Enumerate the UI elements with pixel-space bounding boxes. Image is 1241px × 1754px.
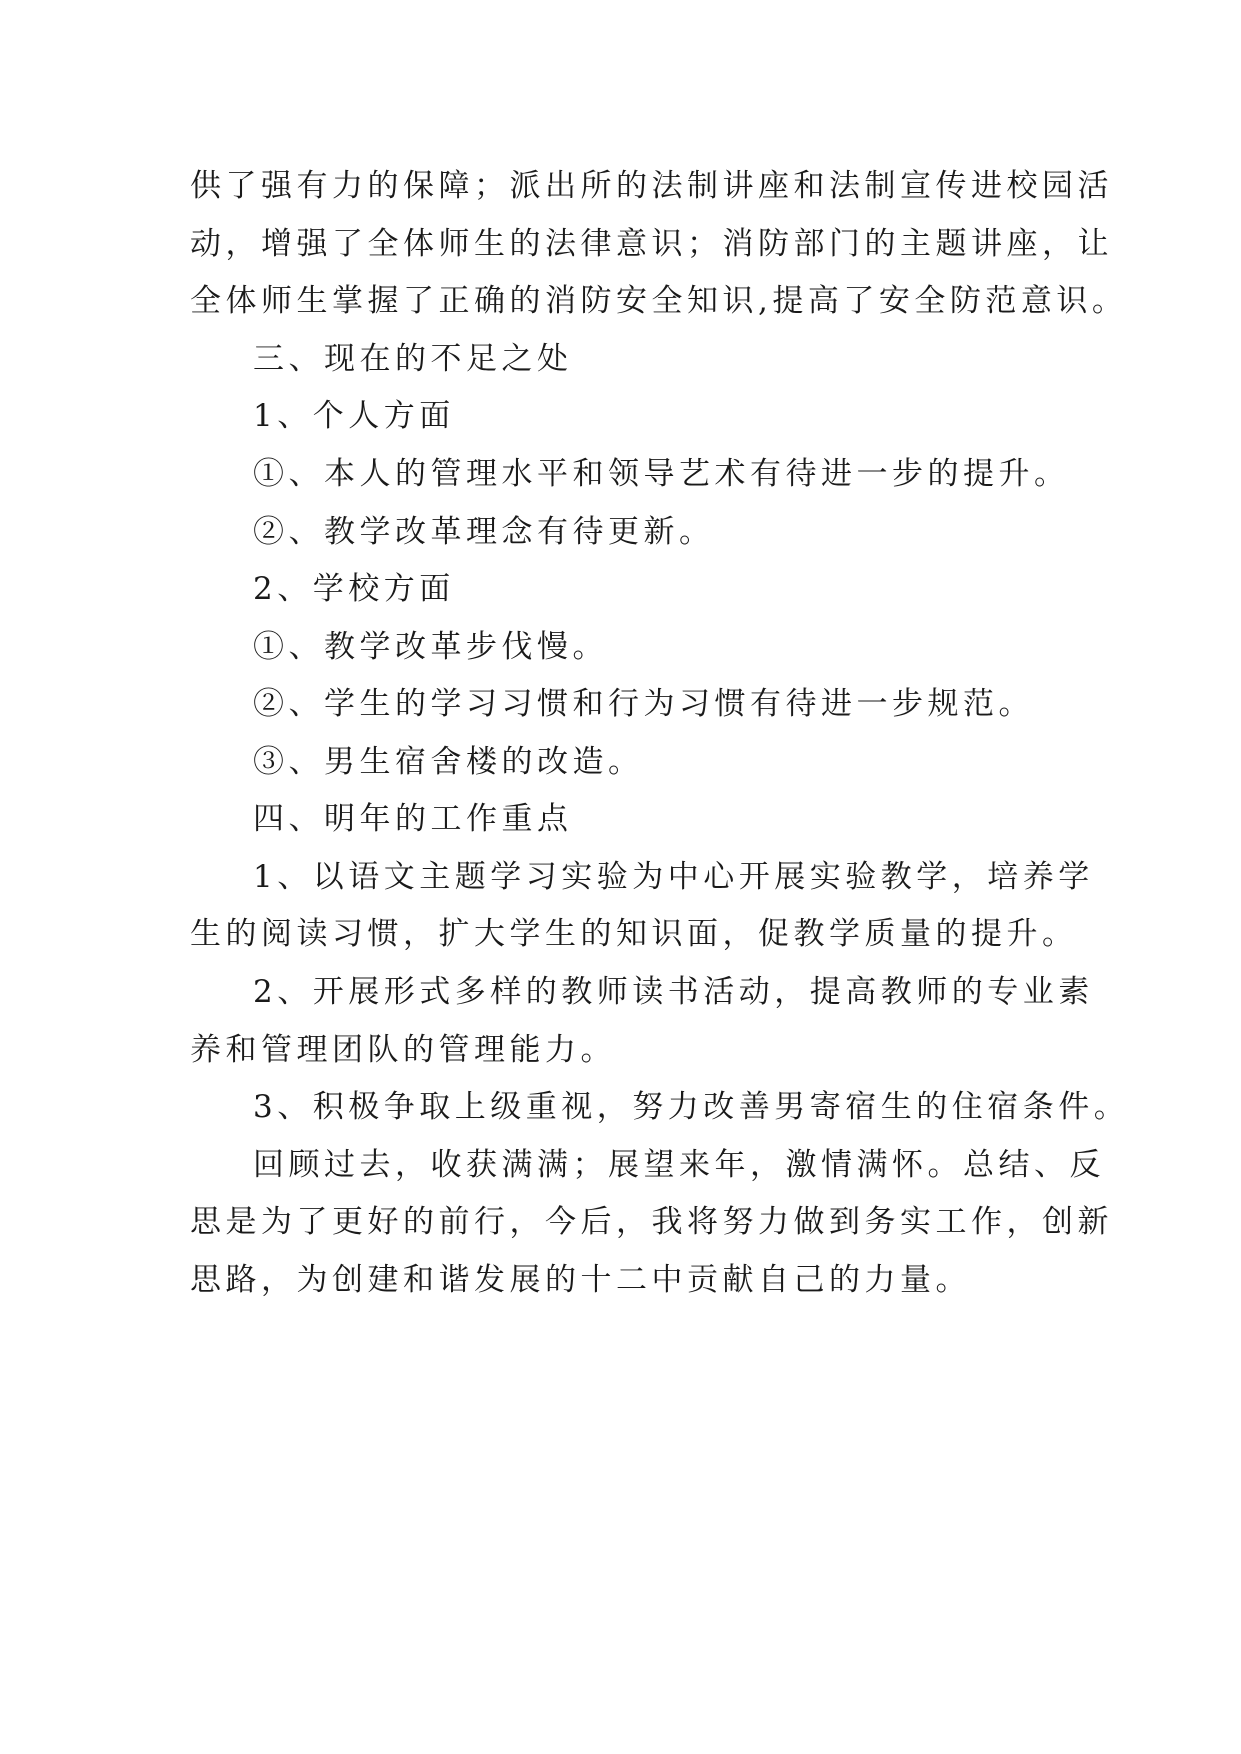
list-item: ②、学生的学习习惯和行为习惯有待进一步规范。 [253,686,1034,722]
list-item: ①、教学改革步伐慢。 [253,629,608,665]
list-item: ②、教学改革理念有待更新。 [253,514,715,550]
section-heading: 三、现在的不足之处 [253,341,573,377]
list-item: 3、积极争取上级重视，努力改善男寄宿生的住宿条件。 [253,1089,1130,1125]
body-text-line: 思路，为创建和谐发展的十二中贡献自己的力量。 [190,1262,971,1298]
subsection-heading: 1、个人方面 [253,398,455,434]
list-item: ①、本人的管理水平和领导艺术有待进一步的提升。 [253,456,1070,492]
section-heading: 四、明年的工作重点 [253,801,573,837]
list-item: 2、开展形式多样的教师读书活动，提高教师的专业素 [253,974,1094,1010]
body-text-line: 生的阅读习惯，扩大学生的知识面，促教学质量的提升。 [190,916,1078,952]
body-text-line: 养和管理团队的管理能力。 [190,1032,616,1068]
conclusion-paragraph: 回顾过去，收获满满；展望来年，激情满怀。总结、反 [253,1147,1105,1183]
subsection-heading: 2、学校方面 [253,571,455,607]
body-text-line: 动，增强了全体师生的法律意识；消防部门的主题讲座，让 [190,226,1113,262]
body-text-line: 思是为了更好的前行，今后，我将努力做到务实工作，创新 [190,1204,1113,1240]
body-text-line: 全体师生掌握了正确的消防安全知识,提高了安全防范意识。 [190,283,1128,319]
list-item: ③、男生宿舍楼的改造。 [253,744,644,780]
body-text-line: 供了强有力的保障；派出所的法制讲座和法制宣传进校园活 [190,168,1113,204]
list-item: 1、以语文主题学习实验为中心开展实验教学，培养学 [253,859,1094,895]
